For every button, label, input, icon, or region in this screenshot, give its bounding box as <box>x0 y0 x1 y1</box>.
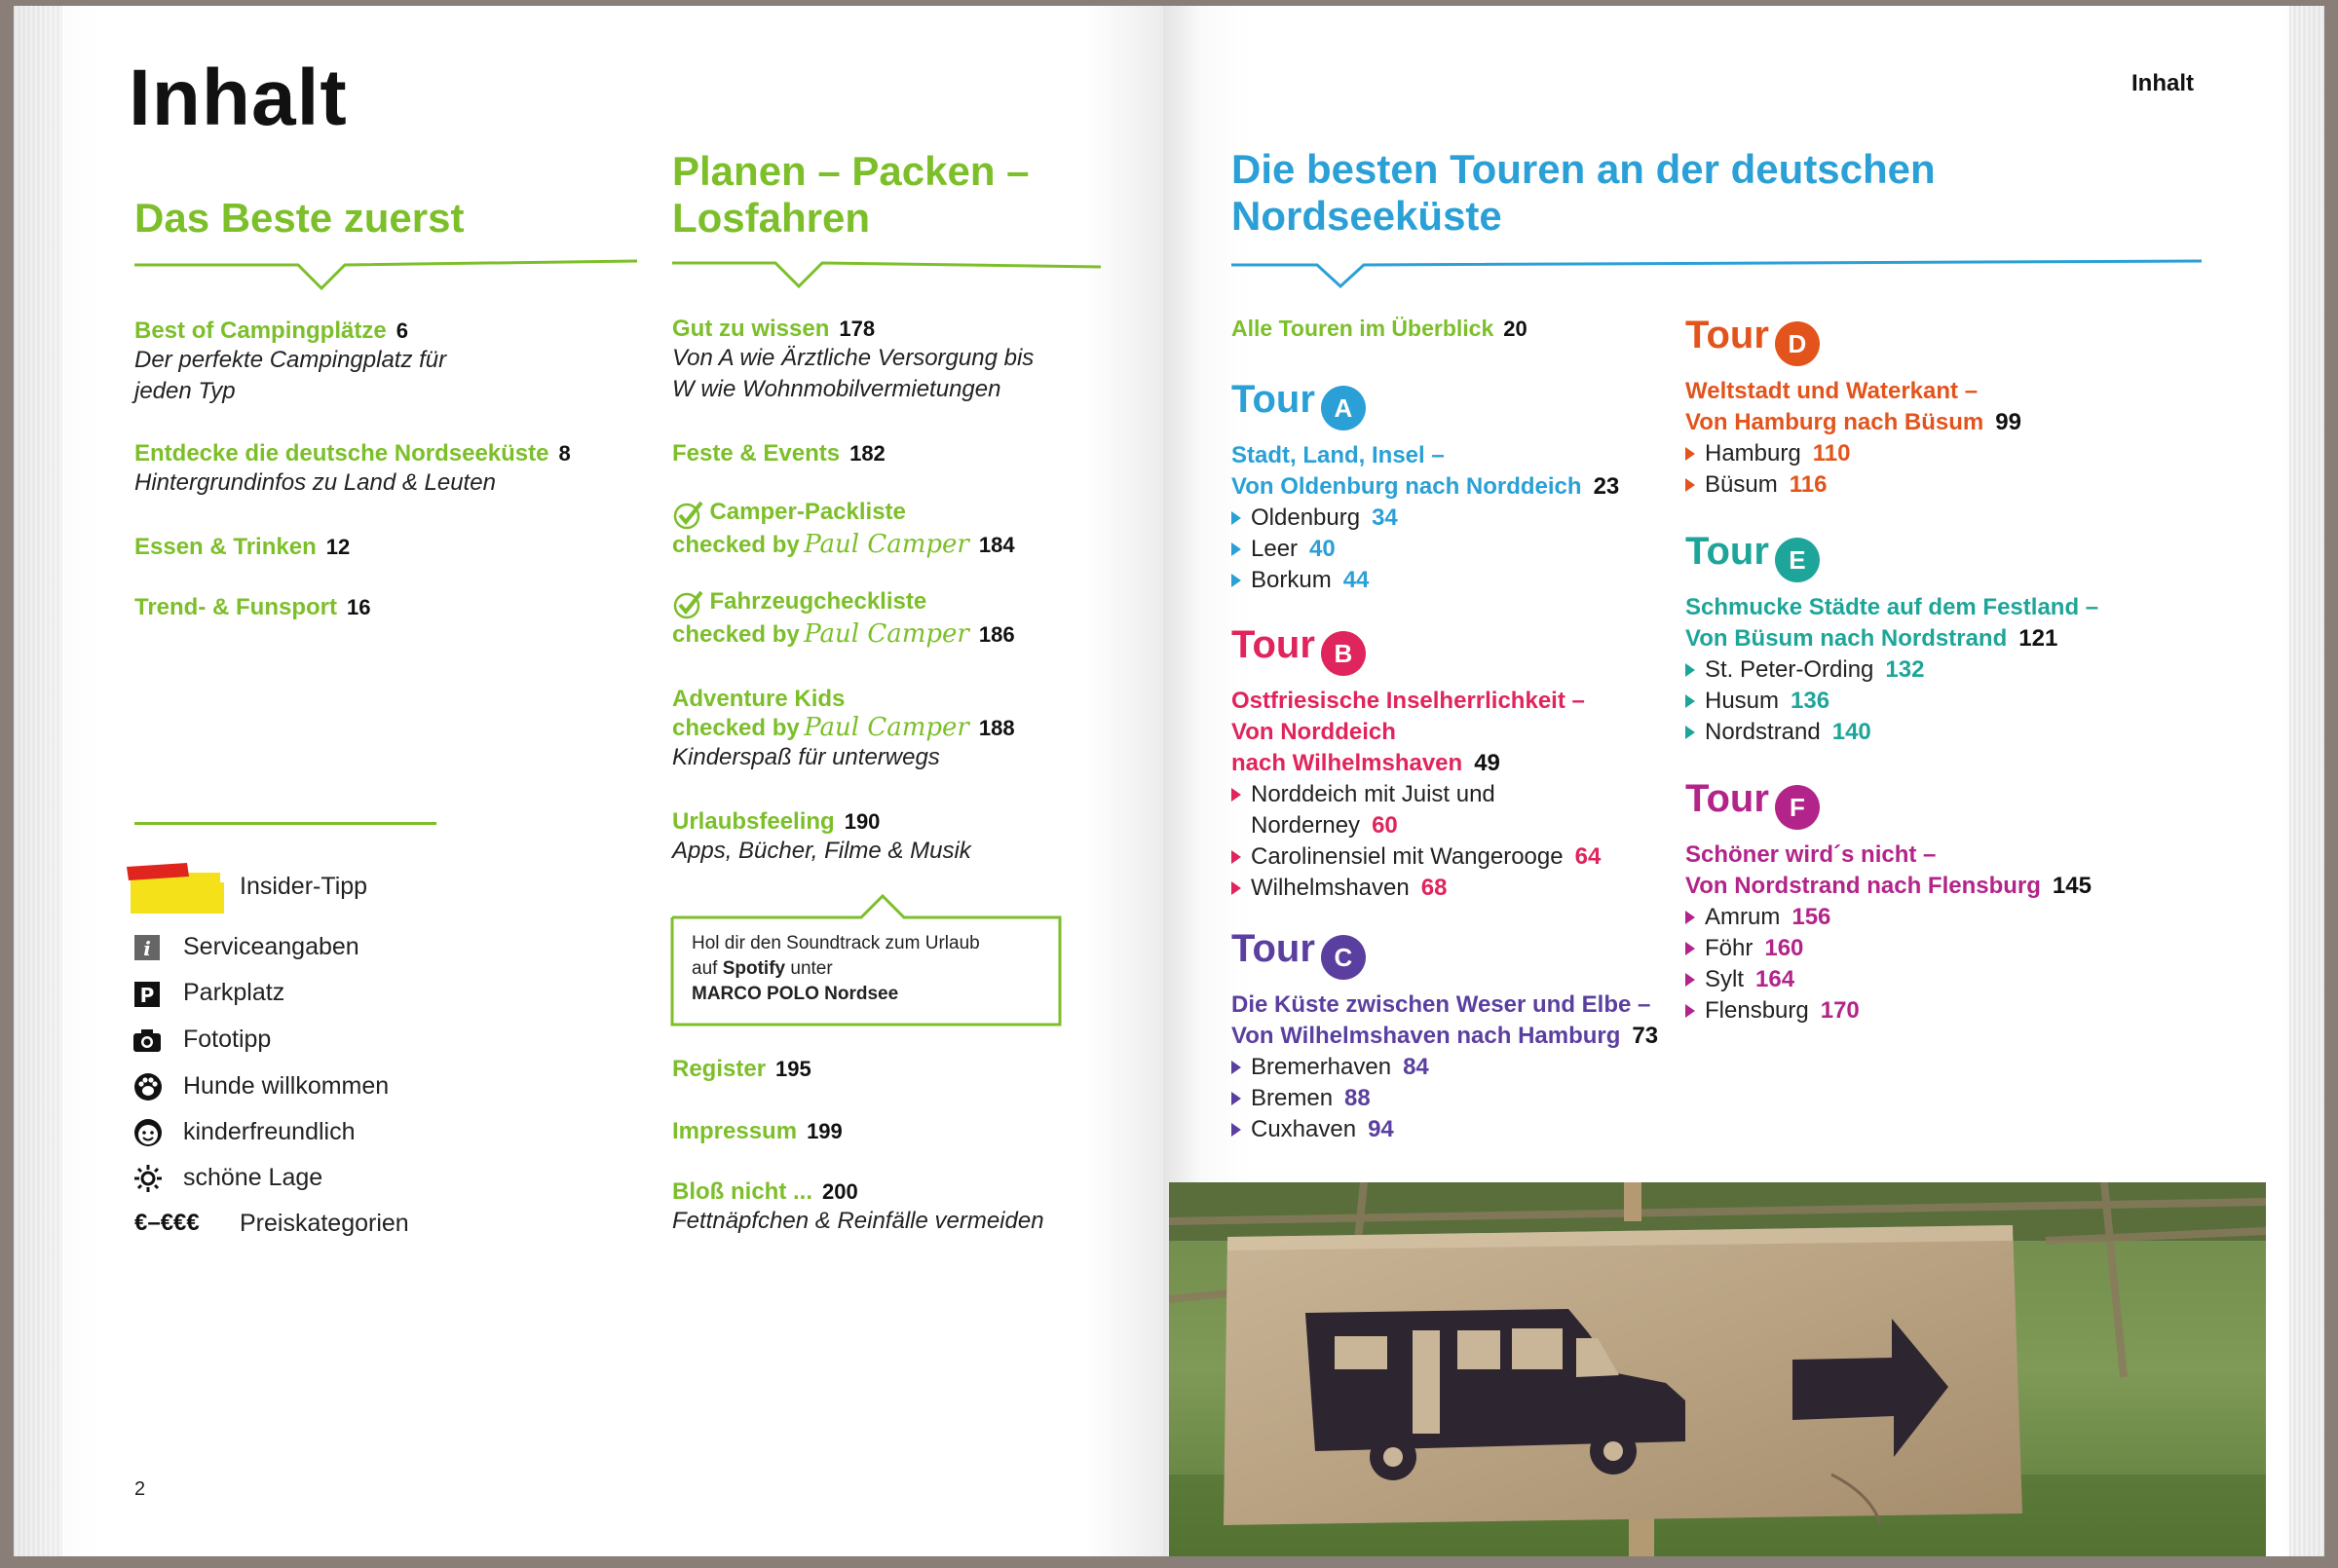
tour-stop[interactable] <box>1685 933 2092 964</box>
toc-entry[interactable] <box>134 317 446 407</box>
toc-page-number: 186 <box>978 621 1015 647</box>
tour-stop[interactable] <box>1231 1114 1658 1145</box>
stop-page: 40 <box>1309 535 1336 562</box>
running-head: Inhalt <box>2131 70 2194 96</box>
euro-icon: €–€€€ <box>134 1210 200 1236</box>
tour-badge-c: C <box>1321 935 1366 980</box>
stop-page: 110 <box>1812 439 1851 467</box>
toc-entry-subtitle: Der perfekte Campingplatz für <box>134 347 447 373</box>
toc-page-number: 6 <box>396 318 408 343</box>
tours-title <box>1231 146 1936 240</box>
tour-stop[interactable] <box>1231 534 1619 565</box>
section-title-planen <box>672 148 1030 242</box>
toc-entry[interactable] <box>672 1118 843 1145</box>
tour-stop[interactable] <box>1231 503 1619 534</box>
soundtrack-box[interactable] <box>692 931 980 1007</box>
legend-label: Insider-Tipp <box>240 873 368 900</box>
tour-label: Tour <box>1685 777 1769 820</box>
tour-description: Von Hamburg nach Büsum <box>1685 408 1984 435</box>
tour-description: Von Büsum nach Nordstrand <box>1685 624 2008 652</box>
triangle-bullet-icon <box>1685 447 1695 461</box>
stop-page: 164 <box>1755 965 1795 992</box>
toc-entry-label: Camper-Packliste <box>709 499 906 525</box>
soundtrack-text: Hol dir den Soundtrack zum Urlaub <box>692 933 980 953</box>
toc-entry-label: Alle Touren im Überblick <box>1231 316 1494 341</box>
tour-f[interactable] <box>1685 777 2092 1027</box>
insider-tip-icon <box>127 863 224 917</box>
toc-entry[interactable] <box>672 808 971 867</box>
sun-icon <box>133 1164 163 1193</box>
soundtrack-text-part: auf <box>692 958 723 979</box>
stop-name: Flensburg <box>1705 996 1809 1024</box>
tour-page-number: 73 <box>1632 1022 1659 1049</box>
toc-entry[interactable] <box>672 686 1015 773</box>
tour-description: Die Küste zwischen Weser und Elbe – <box>1231 990 1651 1018</box>
toc-entry-label: Fahrzeugcheckliste <box>709 588 927 615</box>
stop-page: 132 <box>1885 655 1925 683</box>
triangle-bullet-icon <box>1685 663 1695 677</box>
tour-stop[interactable] <box>1685 686 2098 717</box>
cover-edge-left <box>0 0 14 1568</box>
stop-name: Büsum <box>1705 470 1778 498</box>
tour-d[interactable] <box>1685 314 2021 501</box>
stop-name: Carolinensiel mit Wangerooge <box>1251 842 1564 870</box>
toc-entry-overview[interactable] <box>1231 316 1527 342</box>
triangle-bullet-icon <box>1231 1061 1241 1074</box>
tour-stop-continued[interactable] <box>1231 810 1601 841</box>
stop-page: 44 <box>1342 566 1370 593</box>
toc-page-number: 199 <box>807 1119 843 1143</box>
toc-page-number: 20 <box>1503 317 1527 341</box>
page-stack-right <box>2289 6 2324 1556</box>
paul-camper-signature: Paul Camper <box>804 529 969 559</box>
toc-entry-label: Urlaubsfeeling <box>672 808 835 835</box>
tour-description: nach Wilhelmshaven <box>1231 749 1463 776</box>
tour-description-line <box>1685 871 2092 902</box>
toc-entry[interactable] <box>672 440 886 467</box>
paul-camper-signature: Paul Camper <box>804 713 969 742</box>
tour-c[interactable] <box>1231 927 1658 1145</box>
triangle-bullet-icon <box>1231 1092 1241 1105</box>
stop-name: Bremerhaven <box>1251 1053 1392 1080</box>
tour-description-line <box>1685 407 2021 438</box>
toc-entry-subtitle: W wie Wohnmobilvermietungen <box>672 376 1001 402</box>
stop-name: Föhr <box>1705 934 1754 961</box>
checked-by-label: checked by <box>672 715 800 741</box>
toc-entry-label: Trend- & Funsport <box>134 594 337 620</box>
toc-entry-subtitle: jeden Typ <box>134 378 236 404</box>
triangle-bullet-icon <box>1685 694 1695 708</box>
toc-entry[interactable] <box>672 1178 1044 1237</box>
toc-entry-subtitle: Fettnäpfchen & Reinfälle vermeiden <box>672 1208 1044 1234</box>
toc-entry-subtitle: Kinderspaß für unterwegs <box>672 744 940 770</box>
toc-entry-label: Register <box>672 1056 767 1082</box>
tour-page-number: 23 <box>1593 472 1620 500</box>
toc-page-number: 8 <box>558 441 571 466</box>
toc-page-number: 190 <box>844 809 881 834</box>
paul-camper-signature: Paul Camper <box>804 618 969 649</box>
stop-page: 136 <box>1791 687 1830 714</box>
triangle-bullet-icon <box>1685 1004 1695 1018</box>
tour-description: Schmucke Städte auf dem Festland – <box>1685 593 2099 620</box>
triangle-bullet-icon <box>1231 574 1241 587</box>
toc-entry-label: Essen & Trinken <box>134 534 317 560</box>
tours-title-line: Nordseeküste <box>1231 193 1502 239</box>
stop-name: Norderney <box>1251 811 1361 839</box>
tours-title-line: Die besten Touren an der deutschen <box>1231 146 1936 192</box>
paw-icon <box>133 1072 163 1101</box>
triangle-bullet-icon <box>1685 726 1695 739</box>
legend-label: Hunde willkommen <box>183 1072 390 1100</box>
tour-description-line <box>1231 748 1601 779</box>
tour-a[interactable] <box>1231 378 1619 596</box>
page-stack-left <box>14 6 62 1556</box>
triangle-bullet-icon <box>1231 511 1241 525</box>
tour-stop[interactable] <box>1231 779 1601 810</box>
parking-icon <box>134 982 160 1007</box>
legend-divider <box>134 822 436 825</box>
legend-label: Fototipp <box>183 1026 272 1053</box>
section-divider <box>1229 253 2204 292</box>
toc-entry-subtitle: Von A wie Ärztliche Versorgung bis <box>672 345 1035 371</box>
stop-page: 116 <box>1789 470 1828 498</box>
legend-label: kinderfreundlich <box>183 1118 356 1145</box>
toc-entry-label: Best of Campingplätze <box>134 317 387 344</box>
tour-description-line <box>1231 1021 1658 1052</box>
tour-badge-a: A <box>1321 386 1366 430</box>
stop-page: 94 <box>1368 1115 1394 1142</box>
page-heading: Inhalt <box>129 54 348 142</box>
section-title-line: Planen – Packen – <box>672 148 1030 194</box>
smiley-icon <box>133 1118 163 1147</box>
page-number: 2 <box>134 1478 146 1500</box>
stop-name: Amrum <box>1705 903 1781 930</box>
svg-text:P: P <box>139 984 155 1007</box>
triangle-bullet-icon <box>1231 881 1241 895</box>
triangle-bullet-icon <box>1685 973 1695 987</box>
toc-entry[interactable] <box>672 499 1015 559</box>
tour-description: Schöner wird´s nicht – <box>1685 840 1937 868</box>
checkmark-icon <box>672 590 705 619</box>
toc-page-number: 16 <box>346 595 371 619</box>
stop-page: 88 <box>1344 1084 1371 1111</box>
toc-entry[interactable] <box>672 1056 811 1083</box>
tour-description: Von Norddeich <box>1231 718 1396 745</box>
triangle-bullet-icon <box>1685 942 1695 955</box>
toc-entry[interactable] <box>134 594 370 621</box>
section-divider <box>670 255 1103 294</box>
legend-label: Preiskategorien <box>240 1210 409 1237</box>
tour-stop[interactable] <box>1685 902 2092 933</box>
tour-description: Stadt, Land, Insel – <box>1231 441 1445 468</box>
toc-entry[interactable] <box>134 440 571 499</box>
triangle-bullet-icon <box>1231 1123 1241 1137</box>
triangle-bullet-icon <box>1685 911 1695 924</box>
triangle-bullet-icon <box>1231 542 1241 556</box>
checked-by-label: checked by <box>672 531 800 558</box>
stop-name: Nordstrand <box>1705 718 1821 745</box>
stop-name: Borkum <box>1251 566 1332 593</box>
toc-entry-subtitle: Hintergrundinfos zu Land & Leuten <box>134 469 496 496</box>
tour-badge-b: B <box>1321 631 1366 676</box>
toc-page-number: 188 <box>978 716 1015 740</box>
tour-stop[interactable] <box>1685 995 2092 1027</box>
tour-badge-f: F <box>1775 785 1820 830</box>
tour-stop[interactable] <box>1685 964 2092 995</box>
camper-sign-photo <box>1169 1182 2266 1556</box>
soundtrack-text <box>692 956 980 982</box>
tour-stop[interactable] <box>1685 717 2098 748</box>
info-icon <box>134 935 160 960</box>
tour-stop[interactable] <box>1685 438 2021 469</box>
legend-label: schöne Lage <box>183 1164 323 1191</box>
tour-page-number: 121 <box>2018 624 2058 652</box>
stop-name: Wilhelmshaven <box>1251 874 1410 901</box>
section-title-line: Losfahren <box>672 195 871 241</box>
stop-page: 68 <box>1420 874 1448 901</box>
tour-description-line <box>1231 471 1619 503</box>
toc-entry-subtitle: Apps, Bücher, Filme & Musik <box>672 838 971 864</box>
tour-description: Von Oldenburg nach Norddeich <box>1231 472 1582 500</box>
legend-label: Parkplatz <box>183 979 285 1006</box>
tour-stop[interactable] <box>1231 841 1601 873</box>
tour-stop[interactable] <box>1231 1083 1658 1114</box>
triangle-bullet-icon <box>1685 478 1695 492</box>
toc-entry-label: Entdecke die deutsche Nordseeküste <box>134 440 549 467</box>
tour-description-line <box>1685 623 2098 654</box>
legend-label: Serviceangaben <box>183 933 359 960</box>
toc-entry[interactable] <box>672 316 1034 405</box>
toc-page-number: 200 <box>822 1179 858 1204</box>
stop-page: 84 <box>1403 1053 1429 1080</box>
stop-name: Hamburg <box>1705 439 1801 467</box>
triangle-bullet-icon <box>1231 788 1241 802</box>
tour-label: Tour <box>1231 927 1315 970</box>
svg-text:i: i <box>143 937 151 960</box>
soundtrack-text-part: unter <box>785 958 833 979</box>
tour-description: Ostfriesische Inselherrlichkeit – <box>1231 687 1585 714</box>
toc-entry[interactable] <box>134 534 350 561</box>
tour-page-number: 145 <box>2052 872 2092 899</box>
camera-icon <box>132 1027 162 1053</box>
stop-page: 60 <box>1372 811 1398 839</box>
tour-label: Tour <box>1685 314 1769 356</box>
section-title-das-beste-zuerst: Das Beste zuerst <box>134 195 465 241</box>
tour-description: Von Wilhelmshaven nach Hamburg <box>1231 1022 1621 1049</box>
stop-page: 160 <box>1764 934 1804 961</box>
tour-stop[interactable] <box>1231 565 1619 596</box>
tour-label: Tour <box>1231 623 1315 666</box>
tour-label: Tour <box>1685 530 1769 573</box>
tour-label: Tour <box>1231 378 1315 421</box>
tour-stop[interactable] <box>1685 654 2098 686</box>
toc-entry[interactable] <box>672 588 1015 649</box>
tour-badge-d: D <box>1775 321 1820 366</box>
toc-entry-label: Gut zu wissen <box>672 316 830 342</box>
stop-name: Cuxhaven <box>1251 1115 1357 1142</box>
stop-name: Bremen <box>1251 1084 1334 1111</box>
toc-entry-label: Adventure Kids <box>672 686 846 712</box>
stop-page: 34 <box>1372 504 1398 531</box>
toc-page-number: 195 <box>775 1057 811 1081</box>
tour-stop[interactable] <box>1231 873 1601 904</box>
spotify-label: Spotify <box>722 958 786 979</box>
tour-badge-e: E <box>1775 538 1820 582</box>
toc-page-number: 184 <box>978 532 1015 557</box>
tour-b[interactable] <box>1231 623 1601 904</box>
section-divider <box>132 255 639 294</box>
tour-description: Weltstadt und Waterkant – <box>1685 377 1979 404</box>
stop-page: 140 <box>1831 718 1871 745</box>
toc-page-number: 178 <box>839 317 876 341</box>
soundtrack-playlist: MARCO POLO Nordsee <box>692 984 899 1004</box>
stop-page: 64 <box>1574 842 1602 870</box>
cover-edge-bottom <box>0 1556 2338 1568</box>
stop-name: Husum <box>1705 687 1780 714</box>
tour-description: Von Nordstrand nach Flensburg <box>1685 872 2041 899</box>
tour-page-number: 99 <box>1995 408 2021 435</box>
stop-name: Oldenburg <box>1251 504 1361 531</box>
stop-name: Leer <box>1251 535 1299 562</box>
toc-entry-label: Feste & Events <box>672 440 841 467</box>
checked-by-label: checked by <box>672 620 800 648</box>
cover-edge-right <box>2324 0 2338 1568</box>
tour-stop[interactable] <box>1231 1052 1658 1083</box>
checkmark-icon <box>672 501 705 530</box>
toc-entry-label: Bloß nicht ... <box>672 1178 812 1205</box>
toc-entry-label: Impressum <box>672 1118 798 1144</box>
tour-e[interactable] <box>1685 530 2098 748</box>
triangle-bullet-icon <box>1231 850 1241 864</box>
stop-name: Norddeich mit Juist und <box>1251 780 1495 807</box>
stop-name: St. Peter-Ording <box>1705 655 1874 683</box>
stop-page: 170 <box>1820 996 1860 1024</box>
toc-page-number: 182 <box>849 441 886 466</box>
tour-page-number: 49 <box>1474 749 1500 776</box>
stop-name: Sylt <box>1705 965 1745 992</box>
toc-page-number: 12 <box>325 535 351 559</box>
tour-stop[interactable] <box>1685 469 2021 501</box>
stop-page: 156 <box>1791 903 1831 930</box>
